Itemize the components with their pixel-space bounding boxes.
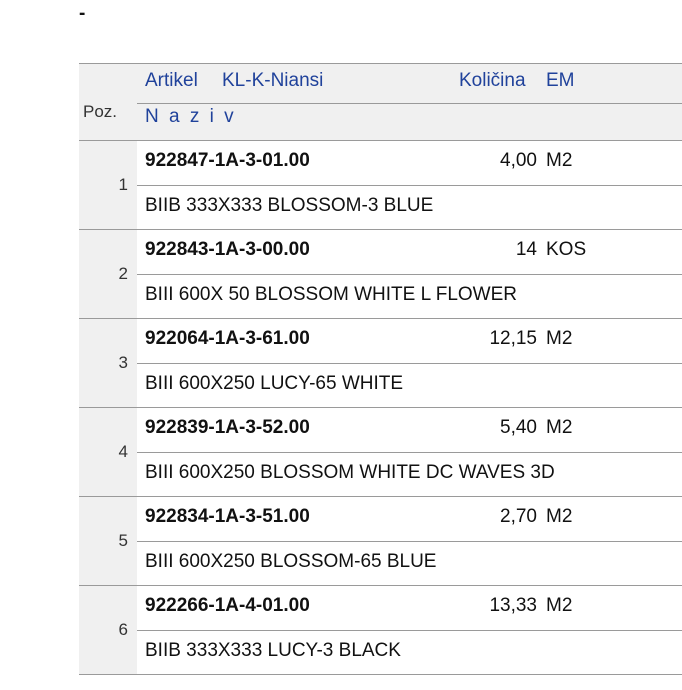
header-divider [137, 103, 682, 104]
row-quantity: 2,70 [500, 506, 537, 527]
table-row [79, 319, 682, 408]
row-position-number: 3 [118, 353, 128, 372]
header-row-top [137, 70, 682, 103]
row-position-cell [79, 497, 137, 585]
row-article-code: 922843-1A-3-00.00 [145, 239, 310, 260]
row-position-cell [79, 141, 137, 229]
row-content [137, 141, 682, 229]
row-position-number: 4 [118, 442, 128, 461]
row-quantity: 14 [515, 239, 537, 260]
row-article-name: BIIB 333X333 BLOSSOM-3 BLUE [145, 195, 434, 216]
header-artikel: Artikel [145, 70, 198, 91]
row-line-secondary [137, 186, 682, 229]
row-article-name: BIII 600X250 BLOSSOM-65 BLUE [145, 551, 437, 572]
row-position-number: 2 [118, 264, 128, 283]
row-unit: M2 [546, 150, 573, 171]
row-position-cell [79, 230, 137, 318]
row-quantity: 12,15 [489, 328, 537, 349]
header-naziv: N a z i v [145, 106, 237, 127]
row-unit: KOS [546, 239, 587, 260]
row-article-name: BIII 600X250 BLOSSOM WHITE DC WAVES 3D [145, 462, 555, 483]
header-poz-cell [79, 64, 137, 140]
header-kolicina: Količina [459, 70, 526, 91]
row-content [137, 319, 682, 407]
row-article-name: BIII 600X 50 BLOSSOM WHITE L FLOWER [145, 284, 518, 305]
table-row [79, 141, 682, 230]
row-position-cell [79, 319, 137, 407]
row-article-code: 922064-1A-3-61.00 [145, 328, 310, 349]
row-article-code: 922834-1A-3-51.00 [145, 506, 310, 527]
row-unit: M2 [546, 328, 573, 349]
row-line-secondary [137, 453, 682, 496]
row-line-secondary [137, 542, 682, 585]
row-line-secondary [137, 275, 682, 318]
row-line-secondary [137, 364, 682, 407]
row-position-number: 1 [118, 175, 128, 194]
row-quantity: 13,33 [489, 595, 537, 616]
row-article-code: 922847-1A-3-01.00 [145, 150, 310, 171]
header-kl-k-niansi: KL-K-Niansi [222, 70, 324, 91]
table-row [79, 408, 682, 497]
row-quantity: 5,40 [500, 417, 537, 438]
row-position-cell [79, 586, 137, 674]
row-unit: M2 [546, 506, 573, 527]
row-article-name: BIII 600X250 LUCY-65 WHITE [145, 373, 404, 394]
row-article-name: BIIB 333X333 LUCY-3 BLACK [145, 640, 401, 661]
row-content [137, 497, 682, 585]
row-line-primary [137, 230, 682, 274]
table-header [79, 63, 682, 141]
header-row-bottom [137, 106, 682, 139]
row-line-primary [137, 497, 682, 541]
row-article-code: 922266-1A-4-01.00 [145, 595, 310, 616]
row-line-primary [137, 586, 682, 630]
row-line-secondary [137, 631, 682, 674]
row-line-primary [137, 141, 682, 185]
table-row [79, 230, 682, 319]
row-unit: M2 [546, 595, 573, 616]
row-article-code: 922839-1A-3-52.00 [145, 417, 310, 438]
table-row [79, 586, 682, 675]
header-poz-label: Poz. [83, 102, 118, 121]
row-content [137, 230, 682, 318]
row-quantity: 4,00 [500, 150, 537, 171]
row-position-number: 6 [118, 620, 128, 639]
articles-table [79, 63, 682, 675]
row-line-primary [137, 408, 682, 452]
row-content [137, 586, 682, 674]
row-line-primary [137, 319, 682, 363]
row-position-number: 5 [118, 531, 128, 550]
row-position-cell [79, 408, 137, 496]
row-unit: M2 [546, 417, 573, 438]
top-dash-mark: - [79, 3, 86, 24]
header-em: EM [546, 70, 575, 91]
row-content [137, 408, 682, 496]
table-row [79, 497, 682, 586]
